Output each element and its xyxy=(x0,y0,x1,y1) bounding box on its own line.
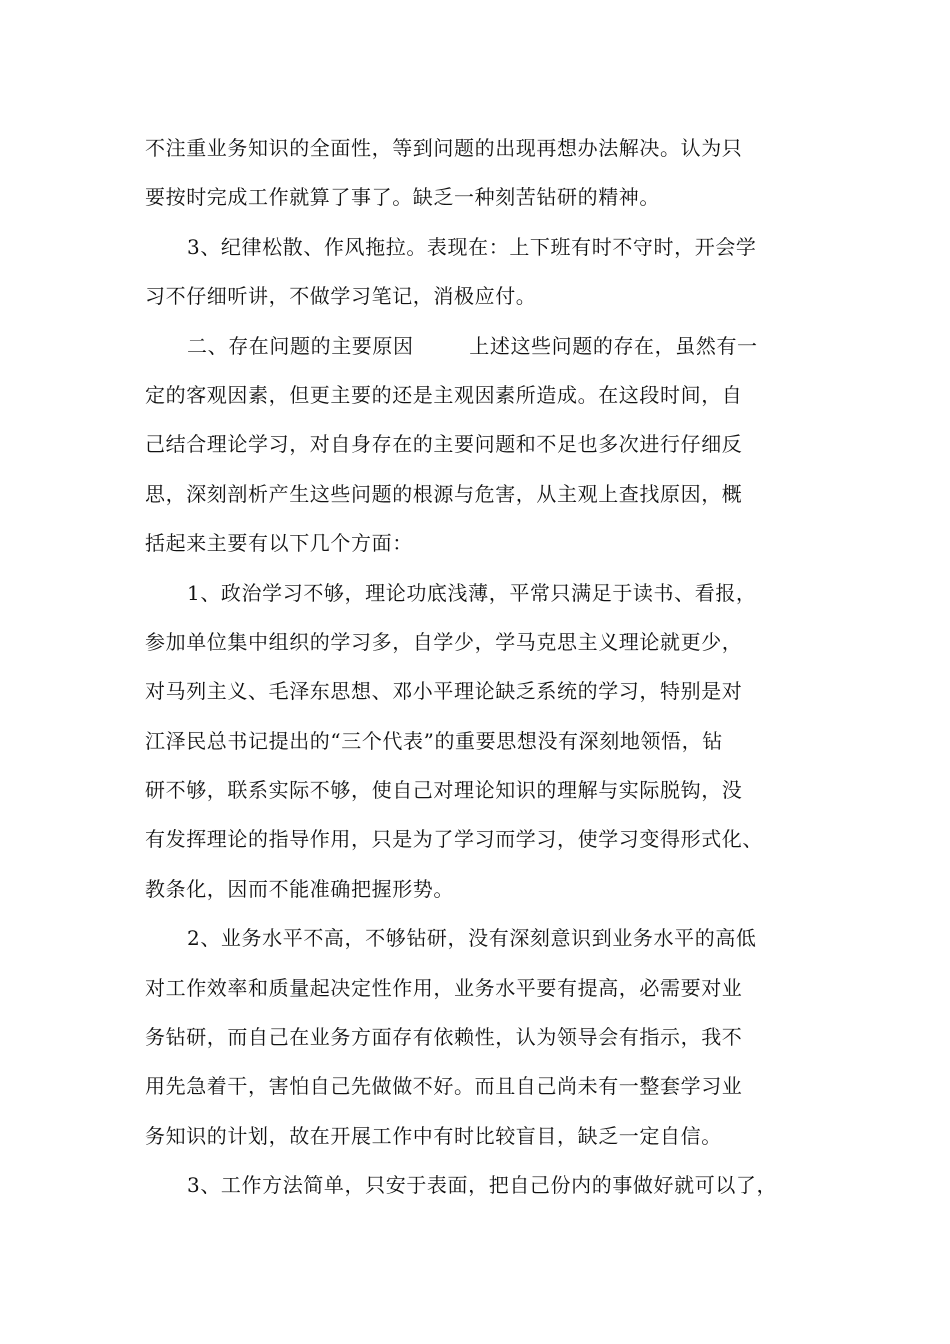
text-line: 2、业务水平不高，不够钻研，没有深刻意识到业务水平的高低 xyxy=(187,926,757,951)
text-line: 江泽民总书记提出的“三个代表”的重要思想没有深刻地领悟，钻 xyxy=(145,728,723,753)
text-line: 有发挥理论的指导作用，只是为了学习而学习，使学习变得形式化、 xyxy=(145,827,763,852)
text-line: 3、工作方法简单，只安于表面，把自己份内的事做好就可以了， xyxy=(187,1173,778,1198)
text-line: 不注重业务知识的全面性，等到问题的出现再想办法解决。认为只 xyxy=(145,136,743,160)
text-line: 务知识的计划，故在开展工作中有时比较盲目，缺乏一定自信。 xyxy=(145,1123,722,1148)
text-line: 3、纪律松散、作风拖拉。表现在：上下班有时不守时，开会学 xyxy=(187,234,757,259)
text-line: 思，深刻剖析产生这些问题的根源与危害，从主观上查找原因，概 xyxy=(145,481,743,506)
document-body xyxy=(145,124,835,1211)
text-line: 习不仔细听讲，不做学习笔记，消极应付。 xyxy=(145,284,537,309)
section-heading-line: 二、存在问题的主要原因 上述这些问题的存在，虽然有一 xyxy=(187,333,758,358)
text-line: 对马列主义、毛泽东思想、邓小平理论缺乏系统的学习，特别是对 xyxy=(145,679,743,704)
text-line: 教条化，因而不能准确把握形势。 xyxy=(145,876,454,901)
text-line: 要按时完成工作就算了事了。缺乏一种刻苦钻研的精神。 xyxy=(145,185,660,210)
text-line: 参加单位集中组织的学习多，自学少，学马克思主义理论就更少， xyxy=(145,629,743,654)
text-line: 定的客观因素，但更主要的还是主观因素所造成。在这段时间，自 xyxy=(145,382,743,407)
text-line: 对工作效率和质量起决定性作用，业务水平要有提高，必需要对业 xyxy=(145,975,743,1000)
text-line: 1、政治学习不够，理论功底浅薄，平常只满足于读书、看报， xyxy=(187,580,757,605)
text-line: 研不够，联系实际不够，使自己对理论知识的理解与实际脱钩，没 xyxy=(145,778,743,803)
text-line: 括起来主要有以下几个方面： xyxy=(145,531,413,556)
text-line: 务钻研，而自己在业务方面存有依赖性，认为领导会有指示，我不 xyxy=(145,1025,743,1050)
text-line: 己结合理论学习，对自身存在的主要问题和不足也多次进行仔细反 xyxy=(145,432,743,457)
text-line: 用先急着干，害怕自己先做做不好。而且自己尚未有一整套学习业 xyxy=(145,1074,743,1099)
